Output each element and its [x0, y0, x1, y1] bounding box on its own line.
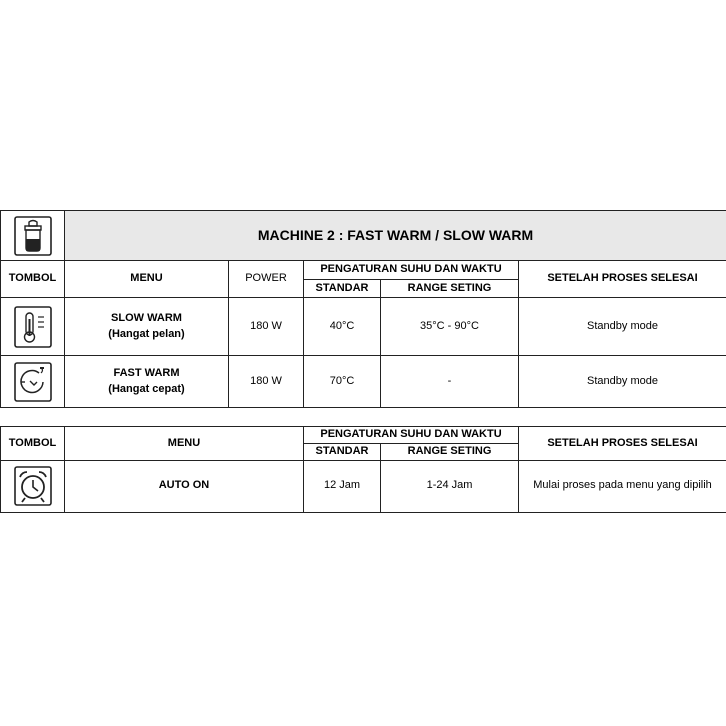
after-value: Standby mode — [519, 298, 726, 356]
col-pengaturan: PENGATURAN SUHU DAN WAKTU — [304, 427, 519, 444]
menu-subtitle: (Hangat pelan) — [108, 327, 185, 340]
baby-bottle-icon — [13, 215, 53, 257]
menu-slow-warm — [65, 298, 229, 356]
col-standar: STANDAR — [304, 280, 381, 298]
power-value: 180 W — [229, 356, 304, 408]
table-row — [1, 298, 726, 356]
standar-value: 40°C — [304, 298, 381, 356]
menu-title: FAST WARM — [113, 366, 180, 379]
auto-on-icon-cell — [1, 460, 65, 512]
col-setelah: SETELAH PROSES SELESAI — [519, 261, 726, 298]
menu-title: SLOW WARM — [111, 311, 182, 324]
menu-subtitle: (Hangat cepat) — [108, 382, 185, 395]
col-pengaturan: PENGATURAN SUHU DAN WAKTU — [304, 261, 519, 280]
table-row — [1, 460, 726, 512]
slow-warm-icon-cell — [1, 298, 65, 356]
col-tombol: TOMBOL — [1, 427, 65, 461]
thermometer-icon — [13, 305, 53, 349]
range-value: 35°C - 90°C — [381, 298, 519, 356]
standar-value: 70°C — [304, 356, 381, 408]
machine-settings-table — [0, 210, 726, 408]
range-value: - — [381, 356, 519, 408]
standar-value: 12 Jam — [304, 460, 381, 512]
after-value: Standby mode — [519, 356, 726, 408]
fast-warm-clock-icon — [13, 361, 53, 403]
col-tombol: TOMBOL — [1, 261, 65, 298]
col-standar: STANDAR — [304, 444, 381, 461]
after-value: Mulai proses pada menu yang dipilih — [519, 460, 726, 512]
table-row — [1, 356, 726, 408]
col-range: RANGE SETING — [381, 444, 519, 461]
col-menu: MENU — [65, 427, 304, 461]
fast-warm-icon-cell — [1, 356, 65, 408]
bottle-icon-cell — [1, 211, 65, 261]
menu-fast-warm — [65, 356, 229, 408]
auto-on-table — [0, 426, 726, 513]
alarm-clock-icon — [13, 465, 53, 507]
power-value: 180 W — [229, 298, 304, 356]
col-power: POWER — [229, 261, 304, 298]
col-range: RANGE SETING — [381, 280, 519, 298]
machine-title: MACHINE 2 : FAST WARM / SLOW WARM — [65, 211, 726, 261]
col-setelah: SETELAH PROSES SELESAI — [519, 427, 726, 461]
range-value: 1-24 Jam — [381, 460, 519, 512]
col-menu: MENU — [65, 261, 229, 298]
menu-auto-on: AUTO ON — [65, 460, 304, 512]
